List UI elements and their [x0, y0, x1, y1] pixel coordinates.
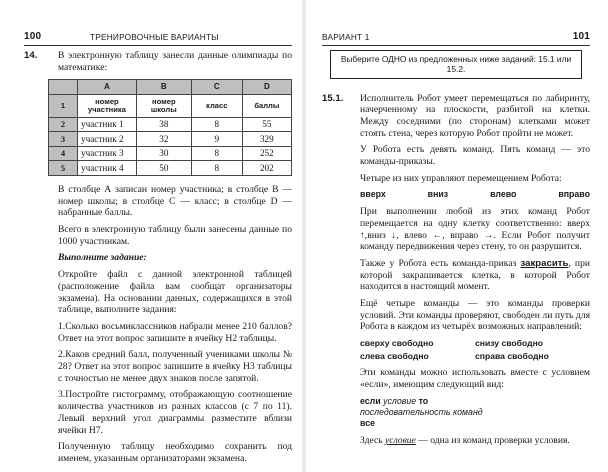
command-top-free: сверху свободно: [360, 338, 434, 349]
olympiad-table: [48, 79, 292, 176]
right-page: [304, 0, 608, 472]
command-right-free: справа свободно: [475, 350, 549, 361]
right-running-title: ВАРИАНТ 1: [322, 32, 370, 42]
cell-school: 38: [136, 117, 191, 132]
cell-participant: участник 4: [78, 161, 137, 176]
task-15: [322, 50, 590, 452]
task-14-number: 14.: [24, 50, 38, 61]
col-letter-a: A: [78, 80, 137, 95]
if-syntax: [360, 396, 590, 430]
check-commands: [360, 338, 590, 361]
move-description: При выполнении любой из этих команд Робот перемещается на одну клетку соответственно: вверх ↑,вниз ↓, влево ←, вправо →. Если Робот получит команду передвижения через стену, то он разрушится.: [360, 206, 590, 253]
header-participant: номер участника: [78, 94, 137, 117]
header-school: номер школы: [136, 94, 191, 117]
question-3: 3.Постройте гистограмму, отображающую соотношение количества участников из разных классов (с 7 по 11). Левый верхний угол диаграммы разместите вблизи ячейки H7.: [58, 389, 292, 436]
question-2: 2.Каков средний балл, полученный учениками школы № 28? Ответ на этот вопрос запишите в ячейку H3 таблицы с точностью не менее двух знаков после запятой.: [58, 349, 292, 384]
left-running-head: [24, 31, 292, 46]
code-sequence: последовательность команд: [360, 406, 483, 417]
movement-intro: Четыре из них управляют перемещением Робота:: [360, 172, 562, 184]
cell-participant: участник 1: [78, 117, 137, 132]
table-row: [49, 161, 292, 176]
save-instructions: Полученную таблицу необходимо сохранить под именем, указанным организаторами экзамена.: [58, 441, 292, 464]
cell-grade: 8: [191, 146, 242, 161]
task-15-1: [322, 93, 590, 447]
total-description: Всего в электронную таблицу были занесены данные по 1000 участникам.: [58, 224, 292, 247]
paint-description: [360, 258, 590, 293]
row-number: 1: [49, 94, 78, 117]
paint-command: закрасить: [520, 257, 569, 269]
cell-grade: 9: [191, 132, 242, 147]
robot-intro: Исполнитель Робот умеет перемещаться по лабиринту, начерченному на плоскости, разбитой на клетки. Между соседними (по сторонам) клетками может стоять стена, через которую Робот пройти не может.: [360, 92, 590, 139]
open-file-text: Откройте файл с данной электронной таблицей (расположение файла вам сообщат организаторы экзамена). На основании данных, содержащихся в этой таблице, выполните задания:: [58, 269, 292, 316]
question-1: 1.Сколько восьмиклассников набрали менее 210 баллов? Ответ на этот вопрос запишите в ячейку H2 таблицы.: [58, 320, 292, 344]
code-condition: условие: [383, 395, 417, 406]
command-bottom-free: снизу свободно: [475, 338, 544, 349]
task-14-intro: В электронную таблицу занесли данные олимпиады по математике:: [58, 50, 292, 73]
condition-note-word: условие: [384, 434, 416, 446]
table-row: [49, 146, 292, 161]
row-number: 4: [49, 146, 78, 161]
check-intro: Ещё четыре команды — это команды проверки условий. Эти команды проверяют, свободен ли путь для Робота в каждом из четырёх возможных направлений:: [360, 298, 590, 333]
right-page-number: 101: [572, 31, 590, 42]
row-number: 2: [49, 117, 78, 132]
if-line: [360, 396, 590, 407]
paint-pre: Также у Робота есть команда-приказ: [360, 257, 521, 269]
left-page-number: 100: [24, 31, 42, 42]
task-15-1-body: [360, 93, 590, 447]
table-row: [49, 117, 292, 132]
col-letter-b: B: [136, 80, 191, 95]
table-corner: [49, 80, 78, 95]
commands-intro: У Робота есть девять команд. Пять команд — это команды-приказы.: [360, 144, 590, 168]
cell-participant: участник 3: [78, 146, 137, 161]
cell-school: 50: [136, 161, 191, 176]
code-then: то: [418, 395, 429, 406]
cell-score: 252: [242, 146, 291, 161]
paint-post: , при которой закрашивается клетка, в которой Робот находится в настоящий момент.: [360, 257, 590, 293]
col-letter-c: C: [191, 80, 242, 95]
table-row: [49, 132, 292, 147]
condition-note-post: — одна из команд проверки условия.: [415, 434, 570, 446]
command-right: вправо: [558, 189, 590, 200]
condition-note-pre: Здесь: [360, 434, 385, 446]
task-label: Выполните задание:: [58, 252, 147, 264]
choice-notice: Выберите ОДНО из предложенных ниже заданий: 15.1 или 15.2.: [330, 50, 582, 79]
command-up: вверх: [360, 189, 386, 200]
task-14-body: [58, 184, 292, 465]
if-intro: Эти команды можно использовать вместе с условием «если», имеющим следующий вид:: [360, 367, 590, 390]
table-column-letters: [49, 80, 292, 95]
cell-score: 55: [242, 117, 291, 132]
task-14-head: [24, 50, 292, 73]
move-commands: [360, 189, 590, 200]
condition-note: [360, 435, 590, 447]
header-score: баллы: [242, 94, 291, 117]
col-letter-d: D: [242, 80, 291, 95]
right-running-head: [322, 31, 590, 46]
table-header-row: [49, 94, 292, 117]
task-14: [24, 50, 292, 470]
task-15-1-number: 15.1.: [322, 92, 344, 104]
row-number: 5: [49, 161, 78, 176]
cell-score: 202: [242, 161, 291, 176]
cell-participant: участник 2: [78, 132, 137, 147]
cell-grade: 8: [191, 161, 242, 176]
cell-school: 30: [136, 146, 191, 161]
row-number: 3: [49, 132, 78, 147]
cell-grade: 8: [191, 117, 242, 132]
cell-school: 32: [136, 132, 191, 147]
command-left-free: слева свободно: [360, 350, 429, 361]
command-down: вниз: [427, 189, 449, 200]
cell-score: 329: [242, 132, 291, 147]
code-if: если: [360, 395, 381, 406]
command-left: влево: [490, 189, 517, 200]
code-end: все: [360, 418, 375, 429]
columns-description: В столбце А записан номер участника; в столбце В — номер школы; в столбце С — класс; в столбце D — набранные баллы.: [58, 183, 292, 219]
left-running-title: ТРЕНИРОВОЧНЫЕ ВАРИАНТЫ: [90, 32, 219, 42]
header-grade: класс: [191, 94, 242, 117]
